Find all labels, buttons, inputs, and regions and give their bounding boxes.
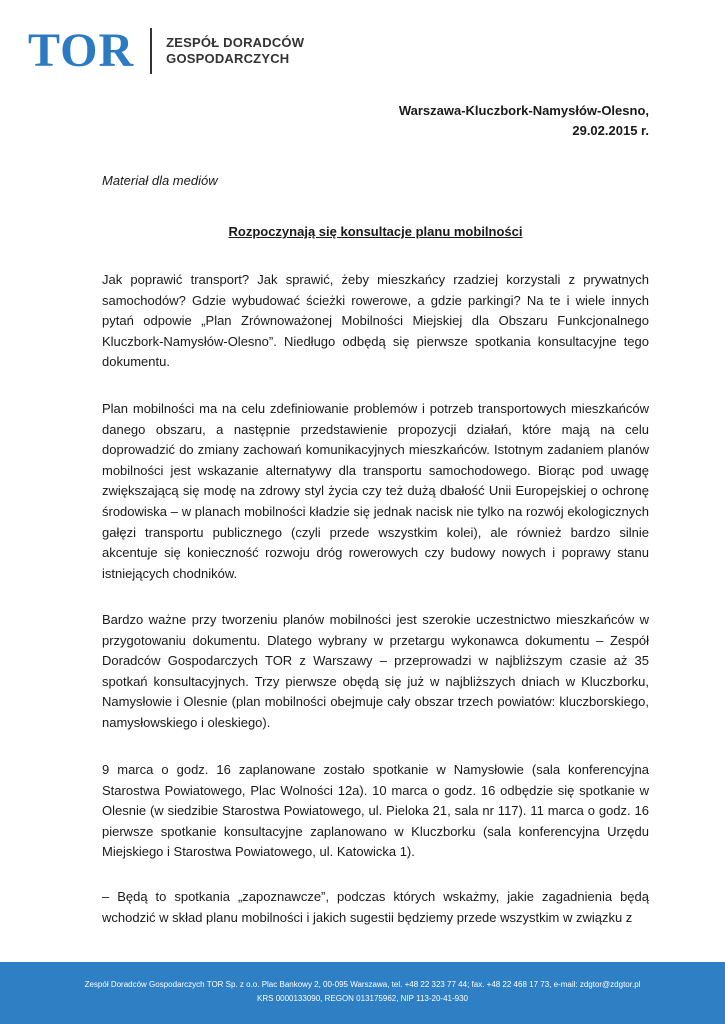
logo-tagline-line2: GOSPODARCZYCH [166,51,290,66]
company-logo [28,26,304,76]
paragraph: 9 marca o godz. 16 zaplanowane zostało spotkanie w Namysłowie (sala konferencyjna Starostwa Powiatowego, Plac Wolności 12a). 10 marca o godz. 16 odbędzie się spotkanie w Olesnie (w siedzibie Starostwa Powiatowego, ul. Pieloka 21, sala nr 117). 11 marca o godz. 16 pierwsze spotkanie konsultacyjne zaplanowano w Kluczborku (sala konferencyjna Urzędu Miejskiego i Starostwa Powiatowego, ul. Katowicka 1). [102,762,649,860]
footer-address: Zespół Doradców Gospodarczych TOR Sp. z o.o. Plac Bankowy 2, 00-095 Warszawa, tel. +48 22 323 77 44; fax. +48 22 468 17 73, e-mail: zdgtor@zdgtor.pl [84,980,641,989]
paragraph: Plan mobilności ma na celu zdefiniowanie problemów i potrzeb transportowych mieszkańców danego obszaru, a następnie przedstawienie propozycji działań, które mają na celu doprowadzić do zmiany zachowań komunikacyjnych mieszkańców. Istotnym zadaniem planów mobilności jest wskazanie alternatywy dla transportu samochodowego. Biorąc pod uwagę zwiększającą się modę na zdrowy styl życia czy też dużą dbałość Unii Europejskiej o ochronę środowiska – w planach mobilności kładzie się jednak nacisk nie tylko na rozwój ekologicznych gałęzi transportu publicznego (czyli przede wszystkim kolei), ale również bardzo silnie akcentuje się konieczność rozwoju dróg rowerowych czy budowy nowych i poprawy stanu istniejących chodników. [102,401,649,581]
place-date-block [399,101,649,141]
logo-tagline-line1: ZESPÓŁ DORADCÓW [166,35,305,50]
media-label: Materiał dla mediów [102,173,218,188]
logo-tagline [166,35,304,67]
paragraph: Jak poprawić transport? Jak sprawić, żeby mieszkańcy rzadziej korzystali z prywatnych samochodów? Gdzie wybudować ścieżki rowerowe, a gdzie parkingi? Na te i wiele innych pytań odpowie „Plan Zrównoważonej Mobilności Miejskiej dla Obszaru Funkcjonalnego Kluczbork-Namysłów-Olesno”. Niedługo odbędą się pierwsze spotkania konsultacyjne tego dokumentu. [102,272,649,370]
footer-registration: KRS 0000133090, REGON 013175962, NIP 113-20-41-930 [257,994,468,1003]
logo-divider [150,28,152,74]
paragraph: – Będą to spotkania „zapoznawcze”, podczas których wskażmy, jakie zagadnienia będą wchodzić w skład planu mobilności i jakich sugestii będziemy przede wszystkim w związku z [102,889,649,925]
footer [0,962,725,1024]
paragraph: Bardzo ważne przy tworzeniu planów mobilności jest szerokie uczestnictwo mieszkańców w przygotowaniu dokumentu. Dlatego wybrany w przetargu wykonawca dokumentu – Zespół Doradców Gospodarczych TOR z Warszawy – przeprowadzi w najbliższym czasie aż 35 spotkań konsultacyjnych. Trzy pierwsze obędą się już w najbliższych dniach w Kluczborku, Namysłowie i Olesnie (plan mobilności obejmuje cały obszar trzech powiatów: kluczborskiego, namysłowskiego i oleskiego). [102,612,649,730]
headline: Rozpoczynają się konsultacje planu mobilności [228,224,523,239]
date: 29.02.2015 r. [572,123,649,138]
place: Warszawa-Kluczbork-Namysłów-Olesno, [398,103,649,118]
logo-mark: TOR [28,24,135,77]
